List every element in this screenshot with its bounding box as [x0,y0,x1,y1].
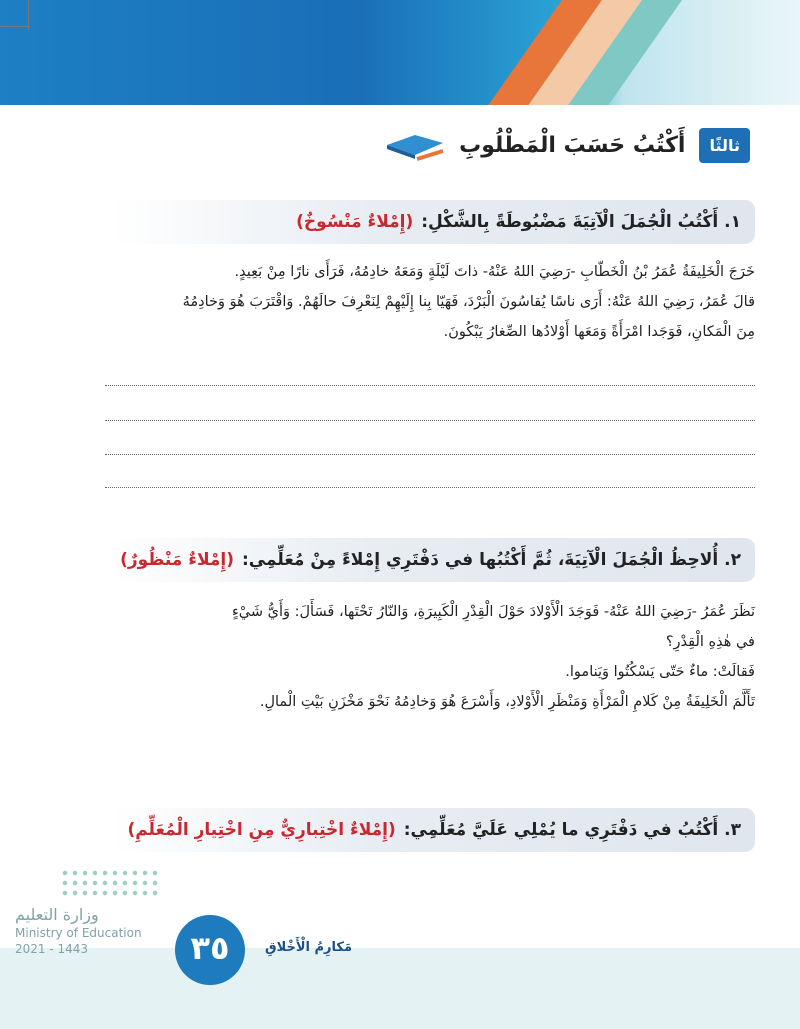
text-line: مِنَ الْمَكانِ، فَوَجَدا امْرَأَةً وَمَعَها أَوْلادُها الصِّغارُ يَبْكُونَ. [443,324,755,340]
text-line: نَظَرَ عُمَرُ -رَضِيَ اللهُ عَنْهُ- فَوَجَدَ الْأَوْلادَ حَوْلَ الْقِدْرِ الْكَبِيرَةِ، وَالنّارُ تَحْتَها، فَسَأَلَ: وَأَيُّ شَيْءٍ [231,604,755,620]
writing-line[interactable] [105,420,755,421]
section-title: أَكْتُبُ حَسَبَ الْمَطْلُوبِ [459,133,686,158]
question-1-tag: (إِمْلاءٌ مَنْسُوخٌ) [296,212,414,232]
ministry-logo-dots [60,868,160,900]
text-line: فَقالَتْ: ماءٌ حَتّى يَسْكُتُوا وَيَناموا. [565,664,755,680]
ministry-name-en: Ministry of Education [15,926,142,940]
question-3-box [112,808,755,852]
question-2-tag: (إِمْلاءٌ مَنْظُورٌ) [120,550,234,570]
book-title: مَكارِمُ الْأَخْلاقِ [265,940,353,955]
book-pencil-icon [385,131,445,161]
question-2-box [112,538,755,582]
question-3-label: ٣. أَكْتُبُ في دَفْتَرِي ما يُمْلِي عَلَيَّ مُعَلِّمِي: [403,820,741,840]
writing-line[interactable] [105,487,755,488]
question-3-tag: (إِمْلاءٌ اخْتِبارِيٌّ مِنِ اخْتِيارِ الْمُعَلِّمِ) [127,820,396,840]
question-2-text [105,597,755,717]
text-line: قالَ عُمَرُ، رَضِيَ اللهُ عَنْهُ: أَرَى ناسًا يُقاسُونَ الْبَرْدَ، فَهَيّا بِنا إِلَيْهِمْ لِنَعْرِفَ حالَهُمْ. وَاقْتَرَبَ هُوَ وَخادِمُهُ [182,294,755,310]
ministry-year: 2021 - 1443 [15,942,89,956]
text-line: تَأَلَّمَ الْخَلِيفَةُ مِنْ كَلامِ الْمَرْأَةِ وَمَنْظَرِ الْأَوْلادِ، وَأَسْرَعَ هُوَ وَخادِمُهُ نَحْوَ مَخْزَنِ بَيْتِ الْمالِ. [259,694,755,710]
question-1-box [112,200,755,244]
question-1-text [105,257,755,347]
top-banner [0,0,800,105]
ministry-watermark [15,905,142,957]
section-header [385,128,750,163]
text-line: خَرَجَ الْخَلِيفَةُ عُمَرُ بْنُ الْخَطّابِ -رَضِيَ اللهُ عَنْهُ- ذاتَ لَيْلَةٍ وَمَعَهُ خادِمُهُ، فَرَأَى نارًا مِنْ بَعِيدٍ. [234,264,755,280]
question-2-label: ٢. أُلاحِظُ الْجُمَلَ الْآتِيَةَ، ثُمَّ أَكْتُبُها في دَفْتَرِي إِمْلاءً مِنْ مُعَلِّمِي: [241,550,741,570]
page-number: ٣٥ [175,915,245,985]
bottom-band [0,948,800,1029]
crop-mark [0,26,30,27]
text-line: في هٰذِهِ الْقِدْرِ؟ [665,634,755,650]
question-1-label: ١. أَكْتُبُ الْجُمَلَ الْآتِيَةَ مَضْبُوطَةً بِالشَّكْلِ: [421,212,741,232]
crop-mark [28,0,29,30]
writing-line[interactable] [105,385,755,386]
ministry-name-ar: وزارة التعليم [15,905,99,924]
section-badge: ثالثًا [699,128,750,163]
writing-line[interactable] [105,454,755,455]
